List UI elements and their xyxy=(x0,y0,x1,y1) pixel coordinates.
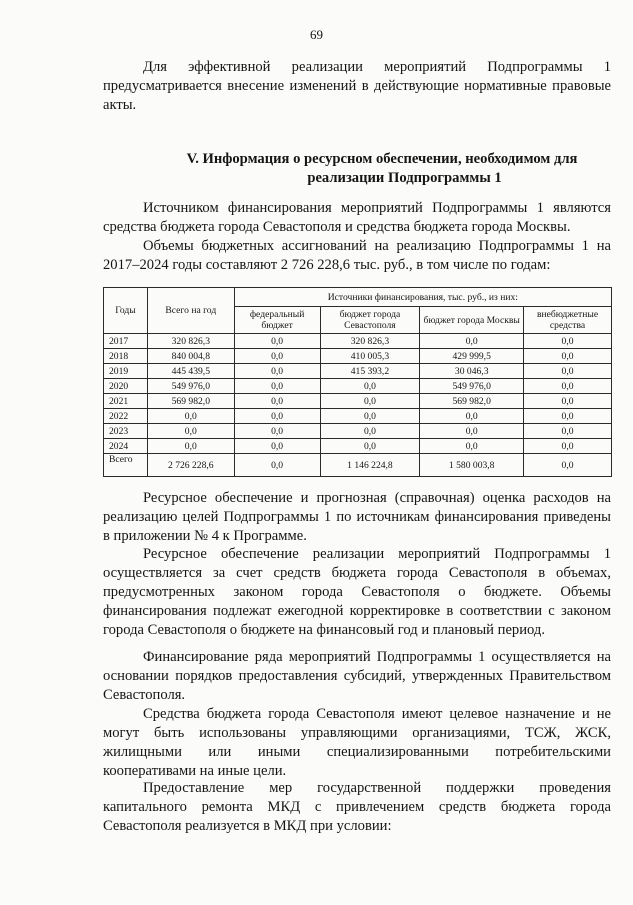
financing-table xyxy=(103,287,612,477)
total-cell: 0,0 xyxy=(147,439,234,454)
paragraph-funding-sources: Источником финансирования мероприятий Подпрограммы 1 являются средства бюджета города Севастополя и средства бюджета города Москвы. xyxy=(103,200,611,235)
paragraph-resource-provision: Ресурсное обеспечение реализации мероприятий Подпрограммы 1 осуществляется за счет средств бюджета города Севастополя в объемах, предусмотренных законом города Севастополя о бюджете. Объемы финансирования подлежат ежегодной корректировке в соответствии с законом города Севастополя о бюджете на финансовый год и плановый период. xyxy=(103,546,611,638)
total-year-cell: Всего xyxy=(104,454,148,477)
moscow-cell: 549 976,0 xyxy=(420,379,524,394)
year-cell: 2020 xyxy=(104,379,148,394)
moscow-cell: 429 999,5 xyxy=(420,349,524,364)
total-moscow-cell: 1 580 003,8 xyxy=(420,454,524,477)
extrabudgetary-cell: 0,0 xyxy=(524,349,612,364)
federal-cell: 0,0 xyxy=(234,409,320,424)
federal-cell: 0,0 xyxy=(234,349,320,364)
total-extrabudgetary-cell: 0,0 xyxy=(524,454,612,477)
sevastopol-cell: 0,0 xyxy=(320,424,420,439)
moscow-cell: 0,0 xyxy=(420,334,524,349)
table-row xyxy=(104,424,612,439)
table-row xyxy=(104,364,612,379)
federal-cell: 0,0 xyxy=(234,334,320,349)
header-funding-sources: Источники финансирования, тыс. руб., из них: xyxy=(234,288,611,307)
federal-cell: 0,0 xyxy=(234,439,320,454)
paragraph-state-support: Предоставление мер государственной поддержки проведения капитального ремонта МКД с привлечением средств бюджета города Севастополя реализуется в МКД при условии: xyxy=(103,780,611,834)
year-cell: 2019 xyxy=(104,364,148,379)
total-cell: 0,0 xyxy=(147,424,234,439)
year-cell: 2018 xyxy=(104,349,148,364)
table-row xyxy=(104,394,612,409)
paragraph-subsidies: Финансирование ряда мероприятий Подпрограммы 1 осуществляется на основании порядков предоставления субсидий, утвержденных Правительством Севастополя. xyxy=(103,649,611,703)
moscow-cell: 569 982,0 xyxy=(420,394,524,409)
federal-cell: 0,0 xyxy=(234,379,320,394)
year-cell: 2024 xyxy=(104,439,148,454)
total-cell: 445 439,5 xyxy=(147,364,234,379)
federal-cell: 0,0 xyxy=(234,424,320,439)
sevastopol-cell: 0,0 xyxy=(320,409,420,424)
extrabudgetary-cell: 0,0 xyxy=(524,394,612,409)
year-cell: 2021 xyxy=(104,394,148,409)
header-moscow-budget: бюджет города Москвы xyxy=(420,307,524,334)
section-heading xyxy=(103,150,611,188)
moscow-cell: 0,0 xyxy=(420,409,524,424)
sevastopol-cell: 0,0 xyxy=(320,394,420,409)
paragraph-regulatory-changes: Для эффективной реализации мероприятий Подпрограммы 1 предусматривается внесение изменений в действующие нормативные правовые акты. xyxy=(103,59,611,113)
section-heading-line2: реализации Подпрограммы 1 xyxy=(307,170,502,186)
table-row xyxy=(104,379,612,394)
table-row xyxy=(104,334,612,349)
table-row xyxy=(104,409,612,424)
header-federal-budget: федеральный бюджет xyxy=(234,307,320,334)
total-cell: 320 826,3 xyxy=(147,334,234,349)
header-years: Годы xyxy=(104,288,148,334)
moscow-cell: 0,0 xyxy=(420,424,524,439)
sevastopol-cell: 0,0 xyxy=(320,379,420,394)
extrabudgetary-cell: 0,0 xyxy=(524,409,612,424)
total-cell: 0,0 xyxy=(147,409,234,424)
sevastopol-cell: 320 826,3 xyxy=(320,334,420,349)
total-total-cell: 2 726 228,6 xyxy=(147,454,234,477)
paragraph-budget-volume: Объемы бюджетных ассигнований на реализацию Подпрограммы 1 на 2017–2024 годы составляют 2 726 228,6 тыс. руб., в том числе по годам: xyxy=(103,238,611,273)
total-cell: 840 004,8 xyxy=(147,349,234,364)
extrabudgetary-cell: 0,0 xyxy=(524,379,612,394)
header-extrabudgetary: внебюджетные средства xyxy=(524,307,612,334)
table-body xyxy=(104,334,612,477)
total-federal-cell: 0,0 xyxy=(234,454,320,477)
header-total-per-year: Всего на год xyxy=(147,288,234,334)
federal-cell: 0,0 xyxy=(234,364,320,379)
section-heading-line1: V. Информация о ресурсном обеспечении, необходимом для xyxy=(186,151,578,167)
extrabudgetary-cell: 0,0 xyxy=(524,364,612,379)
paragraph-resource-estimate: Ресурсное обеспечение и прогнозная (справочная) оценка расходов на реализацию целей Подпрограммы 1 по источникам финансирования приведены в приложении № 4 к Программе. xyxy=(103,490,611,544)
total-cell: 569 982,0 xyxy=(147,394,234,409)
sevastopol-cell: 410 005,3 xyxy=(320,349,420,364)
table-header-row xyxy=(104,288,612,307)
year-cell: 2017 xyxy=(104,334,148,349)
moscow-cell: 0,0 xyxy=(420,439,524,454)
table-row xyxy=(104,439,612,454)
header-sevastopol-budget: бюджет города Севастополя xyxy=(320,307,420,334)
year-cell: 2023 xyxy=(104,424,148,439)
extrabudgetary-cell: 0,0 xyxy=(524,424,612,439)
sevastopol-cell: 415 393,2 xyxy=(320,364,420,379)
table-total-row xyxy=(104,454,612,477)
federal-cell: 0,0 xyxy=(234,394,320,409)
year-cell: 2022 xyxy=(104,409,148,424)
extrabudgetary-cell: 0,0 xyxy=(524,439,612,454)
table-row xyxy=(104,349,612,364)
total-sevastopol-cell: 1 146 224,8 xyxy=(320,454,420,477)
moscow-cell: 30 046,3 xyxy=(420,364,524,379)
extrabudgetary-cell: 0,0 xyxy=(524,334,612,349)
page-number: 69 xyxy=(310,27,323,42)
total-cell: 549 976,0 xyxy=(147,379,234,394)
paragraph-targeted-funds: Средства бюджета города Севастополя имеют целевое назначение и не могут быть использованы управляющими организациями, ТСЖ, ЖСК, жилищными или иными специализированными потребительскими кооперативами на иные цели. xyxy=(103,706,611,779)
sevastopol-cell: 0,0 xyxy=(320,439,420,454)
